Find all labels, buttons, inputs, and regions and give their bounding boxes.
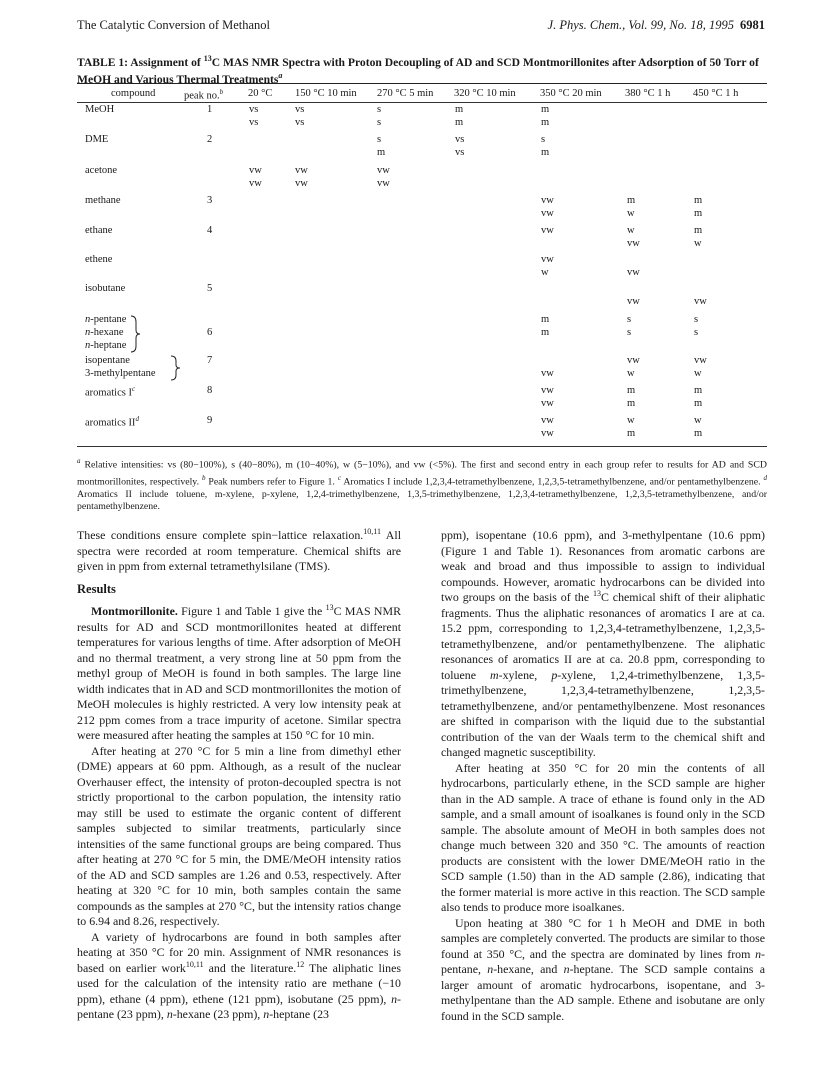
compound-n-pentane	[85, 314, 126, 325]
col-header-380c: 380 °C 1 h	[625, 88, 671, 99]
group-brace	[129, 314, 141, 354]
footnote-mark: c	[337, 473, 341, 482]
cell-value: m	[694, 428, 703, 439]
cell-value: vw	[541, 428, 554, 439]
cell-value: w	[627, 225, 635, 236]
cell-value: s	[377, 117, 382, 128]
footnote-mark: a	[77, 457, 81, 465]
cell-value: w	[541, 267, 549, 278]
cell-value: vs	[295, 117, 305, 128]
cell-value: vw	[377, 165, 390, 176]
run-in-heading: Montmorillonite.	[91, 604, 178, 618]
cell-value: m	[541, 327, 550, 338]
text-run: -heptane. The SCD sample contains a larger amount of aromatic hydrocarbons, isopentane, and 3-methylpentane than the AD sample. Ethene and isobutane are only found in the SCD sample.	[441, 962, 765, 1023]
superscript: 13	[592, 589, 601, 599]
journal-citation	[548, 18, 765, 33]
cell-value: w	[694, 238, 702, 249]
peak-no: 8	[207, 385, 213, 396]
text-run: -pentane (23 ppm),	[77, 991, 401, 1021]
section-heading-results: Results	[77, 581, 116, 596]
body-column-left	[77, 528, 401, 1023]
text-run: -xylene, 1,2,4-trimethylbenzene, 1,3,5-trimethylbenzene, 1,2,3,4-tetramethylbenzene, 1,2,3,5-tetramethylbenzene, and/or pentamethylbenzene. Most resonances are shifted in comparison with the liquid due to the substantial contribution of the van der Waals term to the chemical shift and changed magnetic susceptibility.	[441, 667, 765, 759]
cell-value: s	[627, 314, 632, 325]
peak-no: 9	[207, 415, 213, 426]
text-run: -heptane (23	[269, 1007, 329, 1021]
cell-value: vw	[694, 296, 707, 307]
citation: 12	[296, 959, 305, 969]
text-run: -xylene,	[498, 667, 552, 682]
cell-value: m	[541, 314, 550, 325]
italic-prefix: p	[551, 667, 558, 682]
cell-value: vw	[541, 225, 554, 236]
table-header-rule	[77, 102, 767, 103]
paragraph: After heating at 270 °C for 5 min a line from dimethyl ether (DME) appears at 60 ppm. Although, as a result of the nuclear Overhauser effect, the intensity of proton-decoupled spectra is not strictly proportional to the carbon population, the intensity ratio may still be used to estimate the organic content of different samples subjected to similar treatments, particularly since intensities of the same functional groups are being compared. Thus after heating at 270 °C for 5 min, the DME/MeOH intensity ratios of the AD and SCD samples are 1.26 and 0.53, respectively. After heating at 320 °C for 10 min, both samples contain the same compounds as the samples at 270 °C, but the intensity ratios change to 6.94 and 8.26, respectively.	[77, 743, 401, 928]
compound-dme: DME	[85, 134, 109, 145]
compound-name: aromatics II	[85, 417, 136, 429]
col-header-350c: 350 °C 20 min	[540, 88, 602, 99]
cell-value: vw	[541, 385, 554, 396]
text-run: A variety of hydrocarbons are found in both samples after heating at 350 °C for 20 min. Assignment of NMR resonances is based on earlier work	[77, 929, 401, 975]
compound-isobutane: isobutane	[85, 283, 126, 294]
paragraph	[441, 528, 765, 761]
cell-value: vw	[541, 195, 554, 206]
citation: 10,11	[185, 959, 204, 969]
col-header-peak-no-note: b	[219, 88, 224, 96]
cell-value: vw	[627, 267, 640, 278]
cell-value: vw	[541, 368, 554, 379]
italic-prefix: n	[85, 314, 91, 325]
peak-no: 5	[207, 283, 213, 294]
compound-methane: methane	[85, 195, 121, 206]
cell-value: w	[694, 415, 702, 426]
cell-value: w	[694, 368, 702, 379]
peak-no: 7	[207, 355, 213, 366]
text-run: C chemical shift of their aliphatic fragments. Thus the aliphatic resonances of aromatics I are at ca. 15.2 ppm, corresponding to 1,2,3,4-tetramethylbenzene, 1,2,3,5-tetramethylbenzene, and/or pentamethylbenzene. The aliphatic resonances of aromatics II are at ca. 20.8 ppm, corresponding to toluene	[441, 590, 765, 682]
paragraph	[77, 604, 401, 744]
cell-value: s	[627, 327, 632, 338]
text-run: -hexane (23 ppm),	[172, 1007, 264, 1021]
italic-prefix: n	[263, 1007, 270, 1021]
page-number: 6981	[740, 18, 765, 32]
cell-value: vs	[455, 134, 465, 145]
cell-value: vw	[541, 415, 554, 426]
compound-acetone: acetone	[85, 165, 118, 176]
cell-value: s	[694, 314, 699, 325]
paragraph	[77, 528, 401, 575]
text-run: ppm), isopentane (10.6 ppm), and 3-methylpentane (10.6 ppm) (Figure 1 and Table 1). Resonances from aromatic carbons are weak and broad and thus impossible to assign to individual compounds. However, aromatic hydrocarbons can be divided into two groups on the basis of the	[441, 528, 765, 604]
cell-value: vw	[249, 178, 262, 189]
running-title: The Catalytic Conversion of Methanol	[77, 18, 271, 32]
compound-n-hexane	[85, 327, 123, 338]
text-run: C MAS NMR results for AD and SCD montmorillonites heated at different temperatures for various lengths of time. After adsorption of MeOH and no thermal treatment, a very strong line at 50 ppm from the methyl group of MeOH is found in both samples. The large line width indicates that in AD and SCD montmorillonites the motion of MeOH molecules is highly restricted. A very low intensity peak at 212 ppm comes from a trace impurity of acetone. Similar spectra were measured after heating the samples at 150 °C for 10 min.	[77, 604, 401, 742]
journal-citation-text: J. Phys. Chem., Vol. 99, No. 18, 1995	[547, 18, 734, 32]
col-header-320c: 320 °C 10 min	[454, 88, 516, 99]
italic-prefix: n	[85, 327, 91, 338]
compound-n-heptane	[85, 340, 126, 351]
footnote-b: Peak numbers refer to Figure 1.	[205, 476, 338, 488]
peak-no: 6	[207, 327, 213, 338]
cell-value: m	[627, 398, 636, 409]
footnote-c: Aromatics I include 1,2,3,4-tetramethylbenzene, 1,2,3,5-tetramethylbenzene, and/or pentamethylbenzene.	[340, 476, 764, 488]
caption-superscript: 13	[203, 54, 212, 63]
cell-value: vw	[541, 208, 554, 219]
paragraph	[77, 930, 401, 1023]
cell-value: s	[541, 134, 546, 145]
footnote-mark: d	[135, 415, 139, 423]
italic-prefix: n	[487, 962, 494, 976]
cell-value: s	[694, 327, 699, 338]
cell-value: w	[627, 208, 635, 219]
italic-prefix: n	[85, 340, 91, 351]
cell-value: m	[455, 104, 464, 115]
text-run: The aliphatic lines used for the calculation of the intensity ratio are methane (−10 ppm), ethane (4 ppm), ethene (121 ppm), isobutane (25 ppm),	[77, 960, 401, 1006]
cell-value: s	[377, 104, 382, 115]
cell-value: m	[455, 117, 464, 128]
caption-part: C MAS NMR Spectra with Proton Decoupling of AD and SCD Montmorillonites after Adsorption of 50 Torr of MeOH and Various Thermal Treatments	[77, 55, 759, 86]
peak-no: 1	[207, 104, 213, 115]
compound-name-rest: -heptane	[90, 340, 127, 351]
footnote-mark: d	[763, 473, 767, 482]
cell-value: vw	[627, 296, 640, 307]
cell-value: m	[627, 195, 636, 206]
compound-ethane: ethane	[85, 225, 113, 236]
cell-value: vs	[249, 117, 259, 128]
cell-value: vw	[694, 355, 707, 366]
citation: 10,11	[363, 527, 381, 537]
cell-value: vw	[541, 398, 554, 409]
table-caption	[77, 52, 767, 86]
cell-value: m	[541, 117, 550, 128]
italic-prefix: n	[563, 962, 570, 976]
compound-3-methylpentane: 3-methylpentane	[85, 368, 156, 379]
italic-prefix: n	[391, 991, 398, 1006]
footnote-mark: b	[201, 473, 206, 482]
italic-prefix: n	[755, 946, 762, 961]
text-run: and the literature.	[203, 960, 297, 975]
compound-ethene: ethene	[85, 254, 113, 265]
text-run: These conditions ensure complete spin−lattice relaxation.	[77, 528, 364, 542]
footnote-mark: c	[131, 385, 136, 393]
cell-value: vs	[249, 104, 259, 115]
compound-name: aromatics I	[85, 387, 132, 399]
cell-value: m	[694, 225, 703, 236]
cell-value: vs	[295, 104, 305, 115]
cell-value: m	[694, 195, 703, 206]
running-header	[77, 18, 765, 38]
italic-prefix: m	[490, 667, 499, 682]
compound-name-rest: -pentane	[90, 314, 127, 325]
compound-isopentane: isopentane	[85, 355, 130, 366]
compound-meoh: MeOH	[85, 104, 115, 115]
cell-value: vw	[541, 254, 554, 265]
caption-note-mark: a	[278, 70, 283, 80]
cell-value: m	[694, 398, 703, 409]
cell-value: vw	[627, 355, 640, 366]
compound-aromatics-ii	[85, 415, 139, 429]
cell-value: m	[377, 147, 386, 158]
paragraph	[441, 916, 765, 1025]
cell-value: vw	[377, 178, 390, 189]
footnote-a: Relative intensities: vs (80−100%), s (40−80%), m (10−40%), w (5−10%), and vw (<5%). The first and second entry in each group refer to results for AD and SCD montmorillonites, respectively.	[77, 459, 767, 488]
peak-no: 3	[207, 195, 213, 206]
table-bottom-rule	[77, 446, 767, 447]
group-brace	[169, 354, 181, 382]
text-run: -hexane, and	[493, 962, 564, 976]
paragraph: After heating at 350 °C for 20 min the contents of all hydrocarbons, particularly ethene, in the SCD sample are higher than in the AD sample. A trace of ethane is found only in the AD sample, and a small amount of isoalkanes is found only in the SCD sample. The absolute amount of MeOH in both samples does not change much between 320 and 350 °C. The amounts of reaction products are consistent with the lower DME/MeOH ratio in the SCD sample (1.50) than in the AD sample (2.86), indicating that the former material is more active in this reaction. The SCD sample also tends to produce more isoalkanes.	[441, 760, 765, 914]
col-header-450c: 450 °C 1 h	[693, 88, 739, 99]
col-header-20c: 20 °C	[248, 88, 273, 99]
compound-aromatics-i	[85, 385, 135, 399]
col-header-peak-no-text: peak no.	[184, 90, 220, 102]
col-header-270c: 270 °C 5 min	[377, 88, 434, 99]
col-header-peak-no	[184, 88, 223, 102]
table-footnotes	[77, 455, 767, 514]
cell-value: w	[627, 368, 635, 379]
caption-part: TABLE 1: Assignment of	[77, 55, 204, 69]
cell-value: w	[627, 415, 635, 426]
body-column-right	[441, 528, 765, 1024]
table-top-rule	[77, 83, 767, 84]
cell-value: vw	[249, 165, 262, 176]
cell-value: vs	[455, 147, 465, 158]
peak-no: 2	[207, 134, 213, 145]
text-run: Upon heating at 380 °C for 1 h MeOH and DME in both samples are completely converted. The products are similar to those found at 350 °C, and the spectra are dominated by lines from	[441, 915, 765, 961]
text-run: Figure 1 and Table 1 give the	[177, 604, 326, 618]
peak-no: 4	[207, 225, 213, 236]
cell-value: vw	[295, 178, 308, 189]
nmr-assignment-table	[77, 82, 767, 452]
col-header-compound: compound	[111, 88, 156, 99]
cell-value: m	[627, 428, 636, 439]
cell-value: s	[377, 134, 382, 145]
cell-value: m	[694, 385, 703, 396]
cell-value: m	[694, 208, 703, 219]
cell-value: vw	[295, 165, 308, 176]
text-run: All spectra were recorded at room temperature. Chemical shifts are given in ppm from external tetramethylsilane (TMS).	[77, 528, 401, 573]
compound-name-rest: -hexane	[90, 327, 124, 338]
superscript: 13	[325, 603, 334, 613]
cell-value: vw	[627, 238, 640, 249]
col-header-150c: 150 °C 10 min	[295, 88, 357, 99]
footnote-d: Aromatics II include toluene, m-xylene, p-xylene, 1,2,4-trimethylbenzene, 1,3,5-trimethylbenzene, 1,2,3,4-tetramethylbenzene, 1,2,3,5-tetramethylbenzene, and/or pentamethylbenzene.	[77, 488, 767, 513]
cell-value: m	[541, 147, 550, 158]
cell-value: m	[627, 385, 636, 396]
italic-prefix: n	[166, 1007, 173, 1021]
cell-value: m	[541, 104, 550, 115]
text-run: -pentane,	[441, 946, 765, 976]
